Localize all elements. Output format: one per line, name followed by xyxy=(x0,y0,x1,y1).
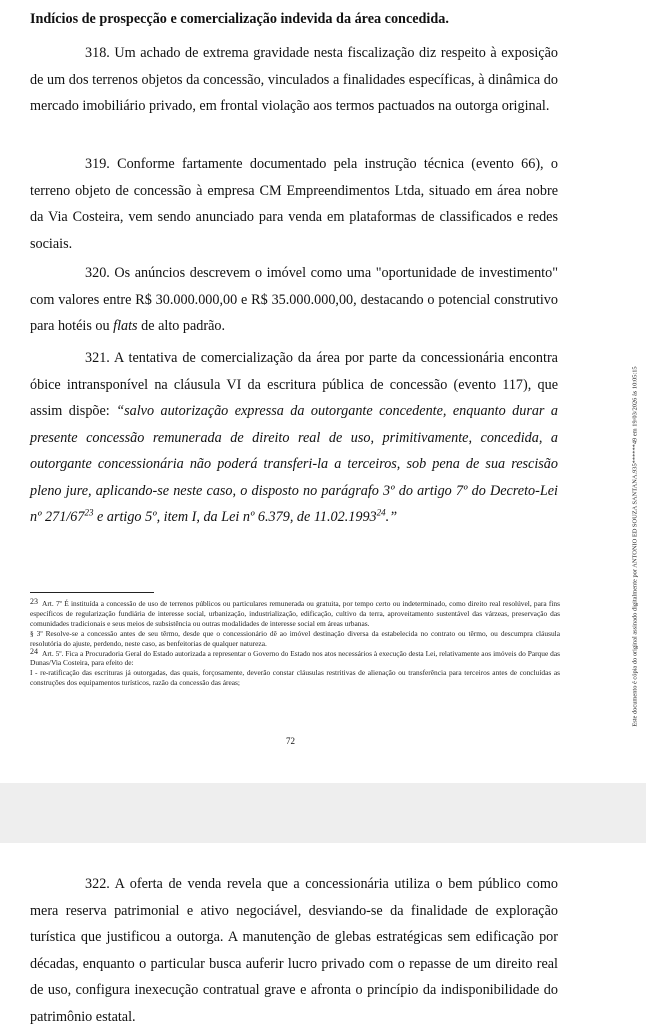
paragraph-320-flats: flats xyxy=(113,318,138,334)
clause-quote xyxy=(30,403,558,525)
footnote-23-text: Art. 7º É instituída a concessão de uso de terrenos públicos ou particulares remunerada ou gratuita, por tempo certo ou indeterminado, como direito real resolúvel, para fins específicos de regularização fundiária de interesse social, urbanização, industrialização, edificação, cultivo da terra, aproveitamento sustentável das várzeas, preservação das comunidades tradicionais e seus meios de subsistência ou outras modalidades de interesse social em áreas urbanas. xyxy=(30,599,560,628)
paragraph-320-part1: 320. Os anúncios descrevem o imóvel como uma "oportunidade de investimento" com valores entre R$ 30.000.000,00 e R$ 35.000.000,00, destacando o potencial construtivo para hotéis ou xyxy=(30,265,558,334)
footnote-23 xyxy=(30,599,560,629)
paragraph-321-intro: 321. A tentativa de comercialização da área por parte da concessionária encontra óbice intransponível na cláusula VI da escritura pública de concessão (evento 117), que assim dispõe: xyxy=(30,350,558,419)
paragraph-320 xyxy=(30,260,558,340)
paragraph-320-text xyxy=(30,260,558,340)
footnote-24 xyxy=(30,646,560,669)
footnote-divider xyxy=(30,592,154,593)
digital-signature-text: Este documento é cópia do original assinado digitalmente por ANTONIO ED SOUZA SANTANA.935******49 em 19/03/2026 às 10:05:15 xyxy=(631,365,639,727)
footnote-24-text: Art. 5º. Fica a Procuradoria Geral do Estado autorizada a representar o Governo do Estado nos atos necessários à execução desta Lei, relativamente aos imóveis do Parque das Dunas/Via Costeira, para efeito de: xyxy=(30,648,560,668)
paragraph-322 xyxy=(30,871,558,1030)
footnote-ref-23[interactable]: 23 xyxy=(84,507,94,518)
quote-end: .” xyxy=(385,509,398,525)
paragraph-322-text: 322. A oferta de venda revela que a concessionária utiliza o bem público como mera reserva patrimonial e ativo negociável, desviando-se da finalidade de exploração turística que justificou a outorga. A manutenção de glebas estratégicas sem edificação por décadas, enquanto o particular busca auferir lucro privado com o repasse de um direito real de uso, configura inexecução contratual grave e afronta o princípio da indisponibilidade do patrimônio estatal. xyxy=(30,876,558,1025)
paragraph-319-text: 319. Conforme fartamente documentado pela instrução técnica (evento 66), o terreno objeto de concessão à empresa CM Empreendimentos Ltda, situado em área nobre da Via Costeira, vem sendo anunciado para venda em plataformas de classificados e redes sociais. xyxy=(30,156,558,252)
paragraph-321-text xyxy=(30,345,558,531)
quote-part2: e artigo 5º, item I, da Lei nº 6.379, de 11.02.1993 xyxy=(93,509,377,525)
page-separator xyxy=(0,783,646,843)
footnotes xyxy=(30,599,560,688)
paragraph-318-text: 318. Um achado de extrema gravidade nesta fiscalização diz respeito à exposição de um dos terrenos objetos da concessão, vinculados a finalidades específicas, à dinâmica do mercado imobiliário privado, em frontal violação aos termos pactuados na outorga original. xyxy=(30,45,558,114)
footnote-23-paragraph-3: § 3º Resolve-se a concessão antes de seu têrmo, desde que o concessionário dê ao imóvel destinação diversa da estabelecida no contrato ou têrmo, ou descumpra cláusula resolutória do ajuste, perdendo, neste caso, as benfeitorias de qualquer natureza. xyxy=(30,628,560,648)
paragraph-321 xyxy=(30,345,558,531)
document-page-2 xyxy=(0,843,646,1024)
paragraph-318 xyxy=(30,40,558,120)
footnote-ref-24[interactable]: 24 xyxy=(376,507,386,518)
digital-signature-note xyxy=(630,318,640,774)
page-number: 72 xyxy=(286,736,295,746)
paragraph-319 xyxy=(30,151,558,257)
quote-part1: “salvo autorização expressa da outorgante concedente, enquanto durar a presente concessão remunerada de direito real de uso, primitivamente, concedida, a outorgante concessionária não poderá transferi-la a terceiros, sob pena de sua rescisão pleno jure, aplicando-se neste caso, o disposto no parágrafo 3º do artigo 7º do Decreto-Lei nº 271/67 xyxy=(30,403,558,525)
footnote-23-number: 23 xyxy=(30,597,38,606)
footnote-24-number: 24 xyxy=(30,646,38,656)
paragraph-320-part2: de alto padrão. xyxy=(137,318,226,334)
footnote-24-item: I - re-ratificação das escrituras já outorgadas, das quais, forçosamente, deverão constar cláusulas restritivas de alienação ou transferência para terceiros antes de concluídas as construções dos equipamentos turísticos, razão da concessão das áreas; xyxy=(30,668,560,688)
section-heading: Indícios de prospecção e comercialização indevida da área concedida. xyxy=(30,11,449,27)
